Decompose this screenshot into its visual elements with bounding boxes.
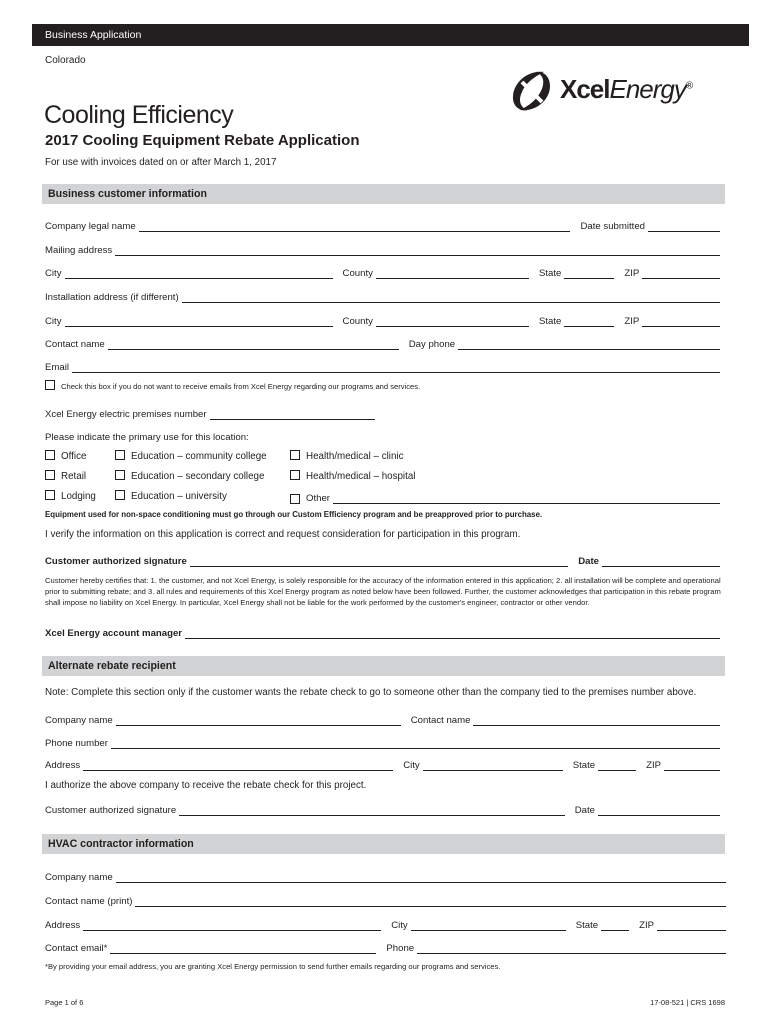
- alt-zip-label: ZIP: [646, 760, 662, 771]
- state-label: State: [538, 268, 562, 279]
- health-clinic-checkbox[interactable]: [290, 450, 300, 460]
- alternate-note: Note: Complete this section only if the customer wants the rebate check to go to someone other than the company tied to the premises number above.: [45, 687, 697, 698]
- lodging-checkbox[interactable]: [45, 490, 55, 500]
- state-field[interactable]: [564, 269, 614, 279]
- signature-date-field[interactable]: [602, 557, 720, 567]
- row-email: [45, 359, 720, 373]
- hvac-company-name-label: Company name: [45, 872, 113, 883]
- row-hvac-address: [45, 917, 726, 931]
- row-alt-phone: [45, 735, 720, 749]
- row-customer-signature: [45, 553, 720, 567]
- city-field[interactable]: [65, 317, 333, 327]
- use-option-office[interactable]: Office: [45, 450, 86, 462]
- use-option-other: [290, 490, 720, 504]
- row-city-2: [45, 313, 720, 327]
- row-hvac-contact: [45, 893, 726, 907]
- health-hospital-checkbox[interactable]: [290, 470, 300, 480]
- hvac-phone-field[interactable]: [417, 944, 726, 954]
- use-option-health-clinic[interactable]: Health/medical – clinic: [290, 450, 403, 462]
- hvac-state-field[interactable]: [601, 921, 629, 931]
- zip-field[interactable]: [642, 269, 720, 279]
- county-label: County: [342, 268, 373, 279]
- premises-number-label: Xcel Energy electric premises number: [45, 409, 207, 420]
- alt-signature-label: Customer authorized signature: [45, 805, 177, 816]
- header-bar: [32, 24, 749, 46]
- edu-community-checkbox[interactable]: [115, 450, 125, 460]
- page-number: Page 1 of 6: [45, 998, 84, 1007]
- city-label: City: [45, 268, 62, 279]
- mailing-address-label: Mailing address: [45, 245, 113, 256]
- page-subtitle: 2017 Cooling Equipment Rebate Application: [45, 132, 360, 149]
- section-heading-alternate: Alternate rebate recipient: [42, 656, 725, 676]
- invoice-note: For use with invoices dated on or after March 1, 2017: [45, 157, 277, 168]
- hvac-zip-field[interactable]: [657, 921, 726, 931]
- alt-zip-field[interactable]: [664, 761, 720, 771]
- primary-use-prompt: Please indicate the primary use for this location:: [45, 432, 249, 443]
- installation-address-label: Installation address (if different): [45, 292, 179, 303]
- row-hvac-email: [45, 940, 726, 954]
- company-legal-name-field[interactable]: [139, 222, 571, 232]
- hvac-state-label: State: [575, 920, 599, 931]
- alt-date-field[interactable]: [598, 806, 720, 816]
- customer-signature-label: Customer authorized signature: [45, 556, 187, 567]
- row-account-manager: [45, 625, 720, 639]
- hvac-city-label: City: [391, 920, 408, 931]
- authorize-statement: I authorize the above company to receive the rebate check for this project.: [45, 780, 367, 791]
- alt-contact-name-label: Contact name: [410, 715, 471, 726]
- xcel-energy-logo: [508, 66, 728, 116]
- contact-name-field[interactable]: [108, 340, 399, 350]
- hvac-zip-label: ZIP: [639, 920, 655, 931]
- city-label: City: [45, 316, 62, 327]
- customer-signature-field[interactable]: [190, 557, 568, 567]
- alt-address-label: Address: [45, 760, 81, 771]
- use-option-health-hospital[interactable]: Health/medical – hospital: [290, 470, 415, 482]
- alt-state-field[interactable]: [598, 761, 636, 771]
- alt-company-name-label: Company name: [45, 715, 113, 726]
- state-field[interactable]: [564, 317, 614, 327]
- alt-date-label: Date: [574, 805, 595, 816]
- day-phone-label: Day phone: [408, 339, 456, 350]
- city-field[interactable]: [65, 269, 333, 279]
- row-installation-address: [45, 289, 720, 303]
- row-mailing-address: [45, 242, 720, 256]
- county-label: County: [342, 316, 373, 327]
- logo-wordmark: XcelEnergy®: [560, 74, 693, 104]
- zip-label: ZIP: [624, 268, 640, 279]
- installation-address-field[interactable]: [182, 293, 720, 303]
- signature-date-label: Date: [578, 556, 599, 567]
- edu-university-checkbox[interactable]: [115, 490, 125, 500]
- email-optout-label: Check this box if you do not want to receive emails from Xcel Energy regarding our programs and services.: [61, 382, 421, 391]
- hvac-company-name-field[interactable]: [116, 873, 726, 883]
- alt-city-field[interactable]: [423, 761, 563, 771]
- alt-phone-number-label: Phone number: [45, 738, 108, 749]
- section-heading-hvac: HVAC contractor information: [42, 834, 725, 854]
- row-alt-signature: [45, 802, 720, 816]
- hvac-contact-print-label: Contact name (print): [45, 896, 133, 907]
- hvac-city-field[interactable]: [411, 921, 566, 931]
- premises-number-field[interactable]: [210, 410, 375, 420]
- county-field[interactable]: [376, 317, 529, 327]
- alt-address-field[interactable]: [83, 761, 393, 771]
- hvac-address-label: Address: [45, 920, 81, 931]
- alt-phone-number-field[interactable]: [111, 739, 720, 749]
- page-title: Cooling Efficiency: [44, 101, 234, 129]
- other-label: Other: [306, 493, 330, 504]
- email-field[interactable]: [72, 363, 720, 373]
- retail-checkbox[interactable]: [45, 470, 55, 480]
- hvac-phone-label: Phone: [386, 943, 415, 954]
- form-code: 17-08-521 | CRS 1698: [650, 998, 725, 1007]
- hvac-contact-email-field[interactable]: [110, 944, 376, 954]
- date-submitted-label: Date submitted: [580, 221, 645, 232]
- alt-contact-name-field[interactable]: [473, 716, 720, 726]
- other-field[interactable]: [333, 494, 720, 504]
- region-label: Colorado: [45, 55, 86, 66]
- other-checkbox[interactable]: [290, 494, 300, 504]
- use-option-edu-community[interactable]: Education – community college: [115, 450, 267, 462]
- zip-label: ZIP: [624, 316, 640, 327]
- hvac-email-note: *By providing your email address, you are granting Xcel Energy permission to send further emails regarding our programs and services.: [45, 962, 501, 971]
- non-space-note: Equipment used for non-space conditioning must go through our Custom Efficiency program and be preapproved prior to purchase.: [45, 510, 543, 519]
- verify-statement: I verify the information on this application is correct and request consideration for participation in this program.: [45, 529, 521, 540]
- use-option-lodging[interactable]: Lodging: [45, 490, 96, 502]
- row-alt-company: [45, 712, 720, 726]
- alt-company-name-field[interactable]: [116, 716, 401, 726]
- county-field[interactable]: [376, 269, 529, 279]
- email-optout-row: [45, 380, 420, 393]
- hvac-contact-print-field[interactable]: [135, 897, 726, 907]
- row-contact: [45, 336, 720, 350]
- edu-secondary-checkbox[interactable]: [115, 470, 125, 480]
- alt-city-label: City: [403, 760, 420, 771]
- section-heading-customer: Business customer information: [42, 184, 725, 204]
- email-label: Email: [45, 362, 69, 373]
- mailing-address-field[interactable]: [115, 246, 720, 256]
- xcel-swoosh-icon: [508, 68, 554, 114]
- use-option-edu-university[interactable]: Education – university: [115, 490, 227, 502]
- use-option-edu-secondary[interactable]: Education – secondary college: [115, 470, 264, 482]
- header-bar-title: Business Application: [45, 29, 142, 41]
- contact-name-label: Contact name: [45, 339, 105, 350]
- alt-state-label: State: [572, 760, 596, 771]
- account-manager-label: Xcel Energy account manager: [45, 628, 183, 639]
- state-label: State: [538, 316, 562, 327]
- certification-text: Customer hereby certifies that: 1. the customer, and not Xcel Energy, is solely responsible for the accuracy of the information entered in this application; 2. all installation will be complete and operational prior to submitting rebate; and 3. all rules and requirements of this Xcel Energy program as noted below have been followed. Further, the customer acknowledges that participation in this rebate program shall impose no liability on Xcel Energy. In particular, Xcel Energy shall not be liable for the work performed by the customer's engineer, contractor or other vendor.: [45, 576, 721, 607]
- office-checkbox[interactable]: [45, 450, 55, 460]
- row-city-1: [45, 265, 720, 279]
- hvac-contact-email-label: Contact email*: [45, 943, 108, 954]
- row-hvac-company: [45, 869, 726, 883]
- hvac-address-field[interactable]: [83, 921, 381, 931]
- email-optout-checkbox[interactable]: [45, 380, 55, 390]
- day-phone-field[interactable]: [458, 340, 720, 350]
- row-alt-address: [45, 757, 720, 771]
- alt-signature-field[interactable]: [179, 806, 565, 816]
- account-manager-field[interactable]: [185, 629, 720, 639]
- zip-field[interactable]: [642, 317, 720, 327]
- row-premises-number: [45, 406, 385, 420]
- row-company-legal-name: [45, 218, 720, 232]
- use-option-retail[interactable]: Retail: [45, 470, 86, 482]
- date-submitted-field[interactable]: [648, 222, 720, 232]
- company-legal-name-label: Company legal name: [45, 221, 136, 232]
